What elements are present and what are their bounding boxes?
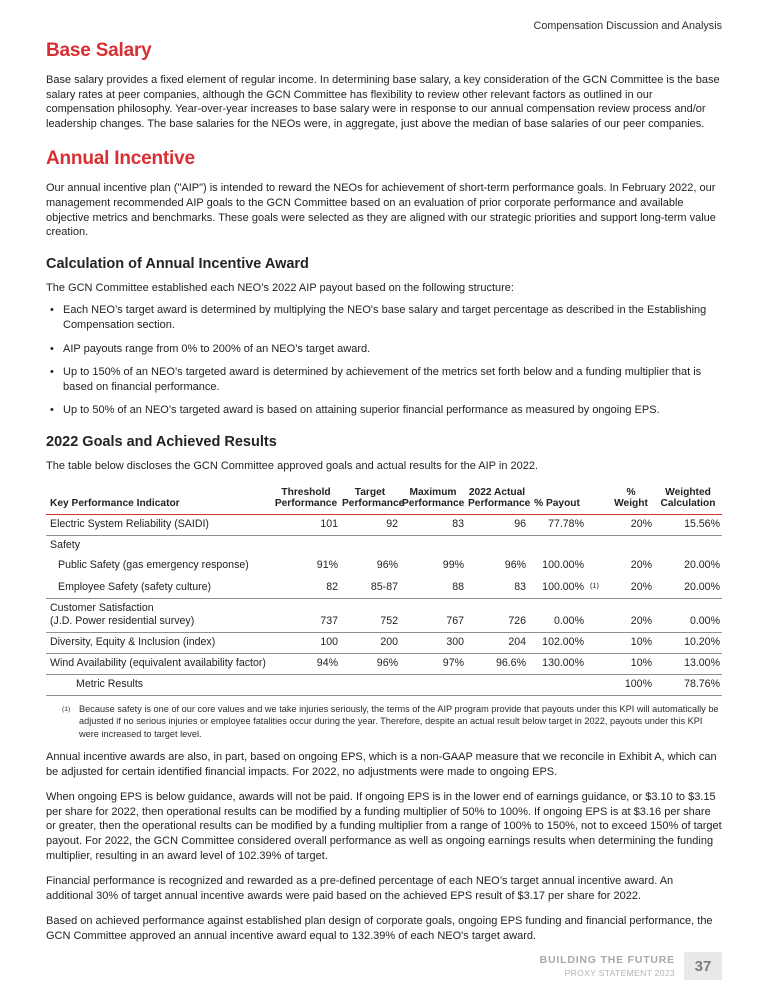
value-cell: 94% [272,653,340,674]
value-cell: 96% [376,558,398,571]
section-title-annual-incentive: Annual Incentive [46,148,195,170]
column-header: % Payout [528,487,586,515]
value-cell [528,535,586,556]
footnote-ref-cell [586,653,608,674]
value-cell [608,535,654,556]
table-row [46,576,722,599]
value-cell: 752 [340,598,400,632]
kpi-cell: Public Safety (gas emergency response) [58,558,249,571]
value-cell: 10.20% [654,632,722,653]
bullet-item: • AIP payouts range from 0% to 200% of an NEO’s target award. [46,342,722,357]
column-header: % Weight [608,487,654,515]
value-cell [400,535,466,556]
subsection-title-calculation: Calculation of Annual Incentive Award [46,255,309,272]
page-footer [540,952,722,980]
value-cell: 20% [608,514,654,535]
value-cell: 767 [400,598,466,632]
footer-tagline: BUILDING THE FUTURE [539,954,675,966]
table-row [46,674,722,695]
value-cell: 15.56% [654,514,722,535]
kpi-cell: Metric Results [46,674,272,695]
value-cell: 0.00% [528,598,586,632]
value-cell: 96% [340,653,400,674]
table-row [46,535,722,556]
base-salary-paragraph: Base salary provides a fixed element of regular income. In determining base salary, a key consideration of the GCN Committee is the base salary rates at peer companies, although the GCN Committee has flexibility to review other relevant factors as outlined in our compensation philosophy. Year-over-year increases to base salary were in response to our annual compensation review process and/or leadership changes. The base salaries for the NEOs were, in aggregate, just above the median of base salaries of our peer companies. [46,74,720,130]
value-cell [340,535,400,556]
aip-goals-table [46,487,722,696]
footnote-ref-cell [586,674,608,695]
goals-intro-paragraph: The table below discloses the GCN Committee approved goals and actual results for the AIP in 2022. [46,459,539,472]
footnote-text: Because safety is one of our core values and we take injuries seriously, the terms of the AIP program provide that payouts under this KPI will automatically be adjusted if no serious injuries or employee fatalities occur during the year. Therefore, despite an actual result below target in 2022, payouts under this KPI were increased to target level. [79,703,719,740]
column-header: Weighted Calculation [654,487,722,515]
value-cell: 204 [466,632,528,653]
value-cell [400,674,466,695]
annual-incentive-paragraph: Our annual incentive plan ("AIP") is intended to reward the NEOs for achievement of short-term performance goals. In February 2022, our management recommended AIP goals to the GCN Committee based on an evaluation of prior corporate performance and available objective metrics and benchmarks. These goals were selected as they are aligned with our strategic priorities and support long-term value creation. [46,182,716,239]
value-cell: 78.76% [654,674,722,695]
kpi-cell: Customer Satisfaction (J.D. Power residential survey) [46,598,272,632]
value-cell: 737 [272,598,340,632]
value-cell: 82 [272,576,340,599]
value-cell: 92 [340,514,400,535]
value-cell: 101 [272,514,340,535]
calculation-bullet-list [46,303,722,418]
kpi-cell: Safety [50,538,81,551]
table-row [46,556,722,576]
approved-award-paragraph: Based on achieved performance against established plan design of corporate goals, ongoing EPS funding and financial performance, the GCN Committee approved an annual incentive award equal to 132.39% of each NEO's target award. [46,915,713,943]
column-header: Key Performance Indicator [46,487,272,515]
footnote-ref-cell: (1) [586,576,608,599]
value-cell: 96 [466,514,528,535]
footnote-ref-cell [586,535,608,556]
footnote-ref-cell [586,632,608,653]
footnote-marker: (1) [62,705,71,713]
value-cell: 20% [608,576,654,599]
table-row [46,632,722,653]
value-cell [466,535,528,556]
closing-paragraphs [46,750,722,944]
value-cell: 20.00% [684,558,720,571]
footnote-ref-cell [586,514,608,535]
financial-performance-paragraph: Financial performance is recognized and rewarded as a pre-defined percentage of each NEO’s target annual incentive award. An additional 30% of target annual incentive awards were paid based on the achieved EPS result of $3.17 per share for 2022. [46,875,674,902]
value-cell: 83 [466,576,528,599]
value-cell: 0.00% [654,598,722,632]
value-cell: 10% [608,653,654,674]
funding-multiplier-paragraph: When ongoing EPS is below guidance, awards will not be paid. If ongoing EPS is in the lower end of earnings guidance, or $3.10 to $3.15 per share for 2022, then operational results can be modified by a funding multiplier of 50% to 100%. If ongoing EPS is at $3.16 per share or greater, then the operational results can be modified by a funding multiplier from a range of 100% to 150%, not to exceed 150% of target payout. For 2022, the GCN Committee considered overall performance as well as ongoing earnings results when determining the funding multiplier, resulting in an award level of 102.39% of target. [46,791,722,862]
footer-subline: PROXY STATEMENT 2023 [564,968,675,978]
value-cell: 99% [442,558,464,571]
running-header: Compensation Discussion and Analysis [533,20,722,32]
value-cell: 96.6% [466,653,528,674]
footnote-ref-cell [586,556,608,576]
table-row [46,514,722,535]
bullet-item: • Each NEO’s target award is determined by multiplying the NEO's base salary and target percentage as described in the Establishing Compensation section. [46,303,722,332]
value-cell: 100.00% [542,558,584,571]
value-cell: 200 [340,632,400,653]
value-cell: 13.00% [654,653,722,674]
kpi-cell: Wind Availability (equivalent availability factor) [46,653,272,674]
value-cell: 85-87 [340,576,400,599]
value-cell: 300 [400,632,466,653]
value-cell: 726 [466,598,528,632]
value-cell: 83 [400,514,466,535]
footer-text-block [540,954,675,978]
calculation-intro-paragraph: The GCN Committee established each NEO’s 2022 AIP payout based on the following structure: [46,281,514,294]
value-cell [272,674,340,695]
column-header: Maximum Performance [400,487,466,515]
value-cell: 20% [630,558,652,571]
value-cell [272,535,340,556]
value-cell: 10% [608,632,654,653]
column-header: Target Performance [340,487,400,515]
bullet-item: • Up to 50% of an NEO’s targeted award is based on attaining superior financial performance as measured by ongoing EPS. [46,403,722,418]
column-header: Threshold Performance [272,487,340,515]
footnote-ref-cell [586,598,608,632]
value-cell: 20% [608,598,654,632]
table-footnote [46,703,722,741]
bullet-item: • Up to 150% of an NEO’s targeted award is determined by achievement of the metrics set forth below and a funding multiplier that is based on financial performance. [46,365,722,394]
value-cell [654,535,722,556]
page-number-badge: 37 [684,952,722,980]
value-cell: 91% [316,558,338,571]
value-cell [466,674,528,695]
column-header: 2022 Actual Performance [466,487,528,515]
kpi-cell: Diversity, Equity & Inclusion (index) [46,632,272,653]
value-cell: 20.00% [654,576,722,599]
ongoing-eps-paragraph: Annual incentive awards are also, in part, based on ongoing EPS, which is a non-GAAP measure that we reconcile in Exhibit A, which can be adjusted for certain identified financial impacts. For 2022, no adjustments were made to ongoing EPS. [46,751,717,778]
table-row [46,653,722,674]
value-cell: 97% [400,653,466,674]
value-cell: 96% [504,558,526,571]
kpi-cell: Employee Safety (safety culture) [46,576,272,599]
column-header [586,487,608,515]
value-cell: 100 [272,632,340,653]
kpi-cell: Electric System Reliability (SAIDI) [46,514,272,535]
value-cell: 102.00% [528,632,586,653]
value-cell [528,674,586,695]
value-cell: 77.78% [528,514,586,535]
value-cell: 130.00% [528,653,586,674]
section-title-base-salary: Base Salary [46,40,152,61]
value-cell [340,674,400,695]
subsection-title-goals: 2022 Goals and Achieved Results [46,433,277,450]
value-cell: 100.00% [528,576,586,599]
table-row [46,598,722,632]
value-cell: 100% [608,674,654,695]
value-cell: 88 [400,576,466,599]
table-header-row [46,487,722,515]
